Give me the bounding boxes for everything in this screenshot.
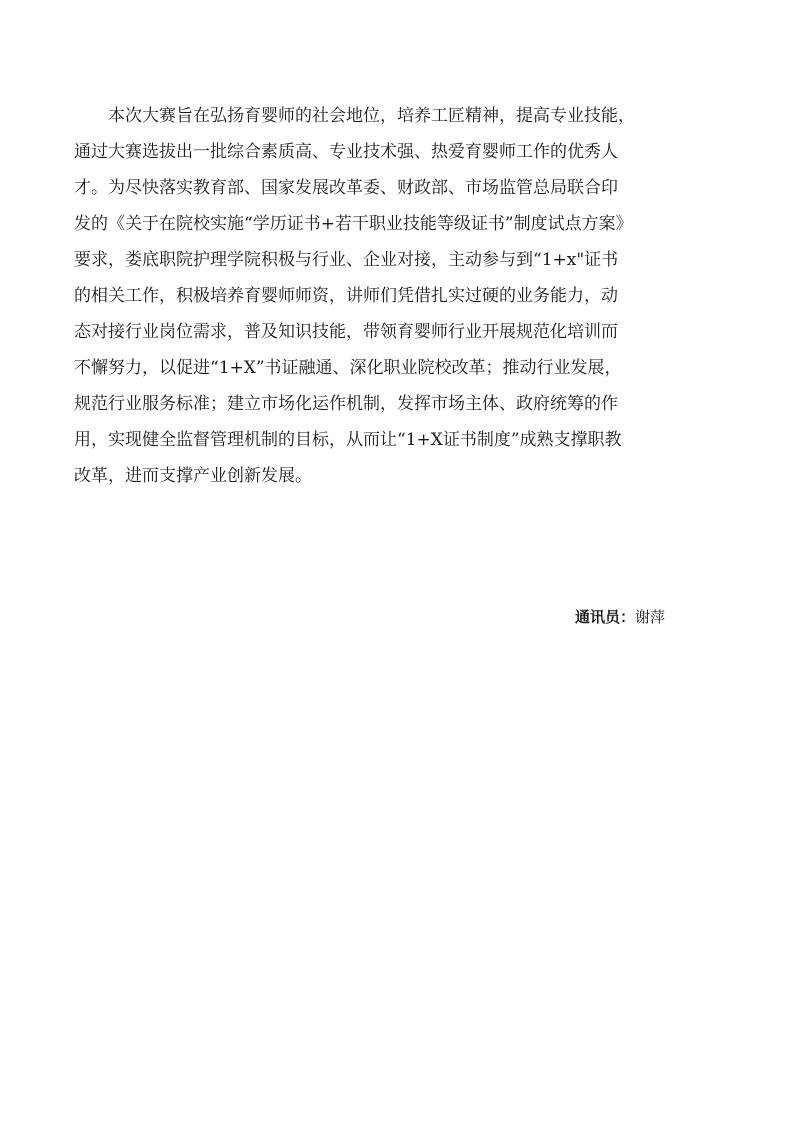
paragraph-line: 才。为尽快落实教育部、国家发展改革委、财政部、市场监管总局联合印 bbox=[74, 178, 618, 198]
paragraph-line: 本次大赛旨在弘扬育婴师的社会地位，培养工匠精神，提高专业技能， bbox=[108, 106, 635, 126]
paragraph-line: 要求，娄底职院护理学院积极与行业、企业对接，主动参与到“1+x"证书 bbox=[74, 250, 619, 270]
paragraph-line: 规范行业服务标准；建立市场化运作机制，发挥市场主体、政府统筹的作 bbox=[74, 394, 618, 414]
correspondent-credit bbox=[575, 605, 665, 629]
correspondent-name: 谢萍 bbox=[635, 608, 666, 626]
paragraph-line: 不懈努力，以促进“1+X”书证融通、深化职业院校改革；推动行业发展， bbox=[74, 358, 622, 378]
paragraph-line: 态对接行业岗位需求，普及知识技能，带领育婴师行业开展规范化培训而 bbox=[74, 322, 618, 342]
paragraph-line: 发的《关于在院校实施“学历证书+若干职业技能等级证书”制度试点方案》 bbox=[74, 214, 633, 234]
paragraph-line: 的相关工作，积极培养育婴师师资，讲师们凭借扎实过硬的业务能力，动 bbox=[74, 286, 618, 306]
paragraph-line: 用，实现健全监督管理机制的目标，从而让“1+X证书制度”成熟支撑职教 bbox=[74, 430, 622, 450]
correspondent-label: 通讯员： bbox=[575, 608, 636, 626]
paragraph-line: 通过大赛选拔出一批综合素质高、专业技术强、热爱育婴师工作的优秀人 bbox=[74, 142, 618, 162]
paragraph-line: 改革，进而支撑产业创新发展。 bbox=[74, 466, 312, 486]
article-paragraph bbox=[74, 98, 724, 494]
